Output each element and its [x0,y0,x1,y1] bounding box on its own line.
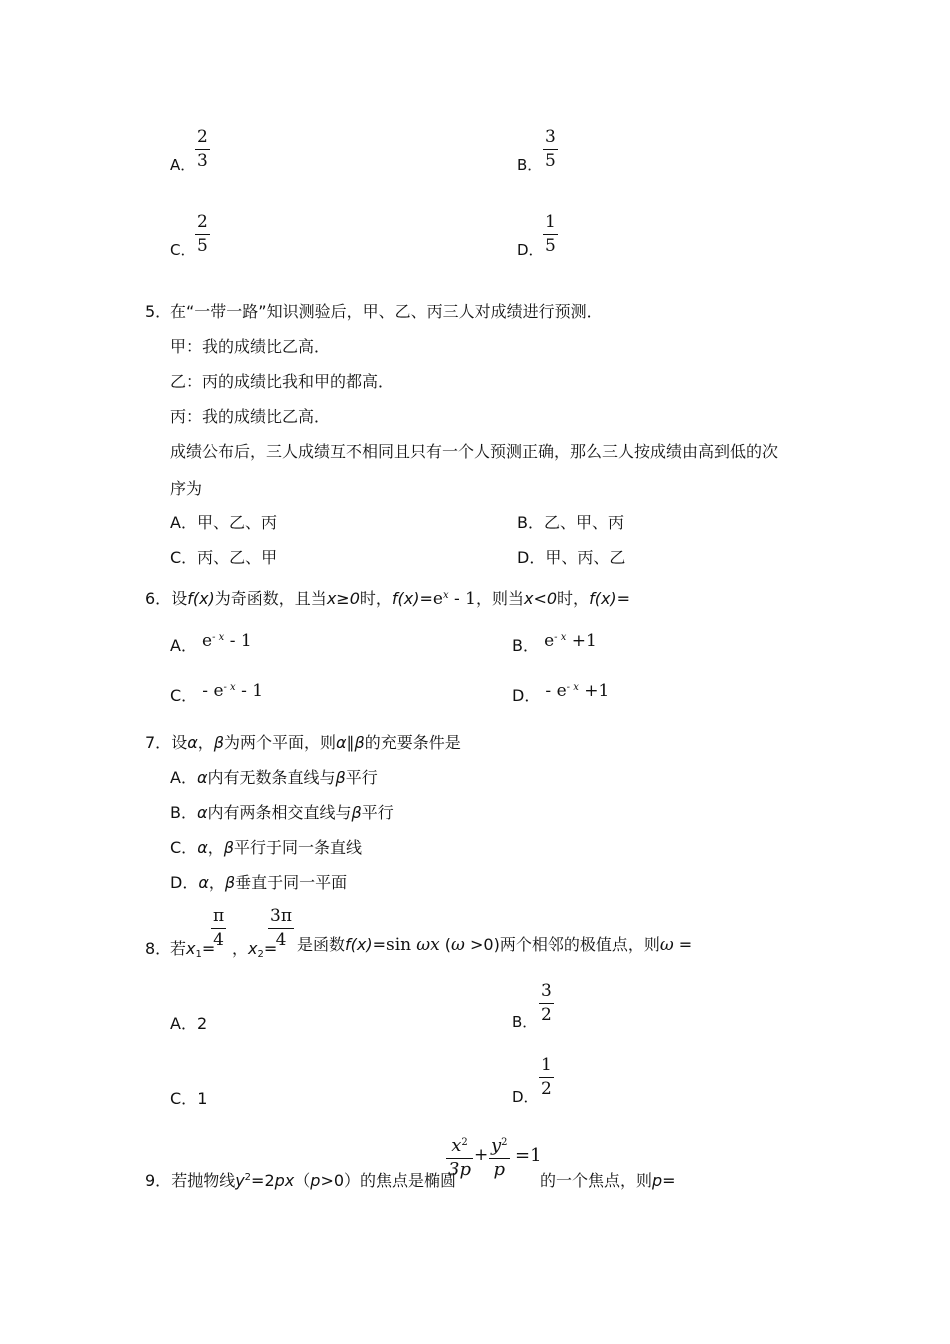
q6-stem: 6．设f(x)为奇函数，且当x≥0时，$f(x)=e^x - 1$，则当x<0时，f(x)= [145,589,631,609]
q8-number: 8． [145,939,172,958]
q6-option-a: A． $e^{- x} - 1$ [170,631,252,655]
q8-x2: ，$x_2=$ [232,939,278,960]
q9-number: 9． [145,1171,172,1190]
q6-given-expression: $e^x - 1$ [432,589,476,609]
q9-stem-end: 的一个焦点，则p= [540,1171,676,1190]
q6-number: 6． [145,589,172,608]
q7-stem: 7．设α，β为两个平面，则α∥β的充要条件是 [145,733,461,752]
q7-option-c: C．α，β平行于同一条直线 [170,838,362,857]
q7-number: 7． [145,733,172,752]
q8-option-a: A．2 [170,1014,208,1033]
q6-option-d: D． - $e^{- x} +1$ [512,681,610,705]
q5-statement-bing: 丙：我的成绩比乙高． [170,407,331,426]
q5-option-b: B．乙、甲、丙 [517,513,624,532]
q4-option-b-fraction: 3 5 [545,127,556,171]
q5-statement-yi: 乙：丙的成绩比我和甲的都高． [170,372,395,391]
q8-option-d-fraction: 1 2 [541,1055,552,1099]
q4-option-a-label: A． [170,156,196,174]
q5-option-a: A．甲、乙、丙 [170,513,277,532]
q5-number: 5． [145,302,172,321]
q9-fraction-x2-3p: $x^2$ 3p [448,1135,471,1180]
q8-fraction-pi-4: π 4 [213,906,225,950]
q7-option-a: A．α内有无数条直线与β平行 [170,768,378,787]
q8-stem-rest: 是函数f(x)=sin ωx (ω >0)两个相邻的极值点，则ω = [297,935,693,955]
q5-statement-jia: 甲：我的成绩比乙高． [170,337,331,356]
q8-option-b-fraction: 3 2 [541,981,552,1025]
q5-option-d: D．甲、丙、乙 [517,548,626,567]
q8-option-c: C．1 [170,1089,208,1108]
q7-option-d: D．α，β垂直于同一平面 [170,873,348,892]
q9-plus: + [474,1145,489,1165]
q4-option-c-label: C． [170,241,196,259]
q9-equals-one: =1 [515,1145,542,1166]
q4-option-d-fraction: 1 5 [545,212,556,256]
q4-option-c-fraction: 2 5 [197,212,208,256]
q4-option-a-fraction: 2 3 [197,127,208,171]
q5-option-c: C．丙、乙、甲 [170,548,278,567]
q4-option-b-label: B． [517,156,543,174]
q5-condition-cont: 序为 [170,479,203,498]
q9-fraction-y2-p: $y^2$ p [491,1135,508,1180]
q5-condition: 成绩公布后，三人成绩互不相同且只有一个人预测正确，那么三人按成绩由高到低的次 [170,442,779,461]
q9-stem: 9．若抛物线$y^2=2px(p>0)$的焦点是椭圆 [145,1171,457,1190]
q7-option-b: B．α内有两条相交直线与β平行 [170,803,394,822]
q8-x1: 若$x_1=$ [170,939,216,960]
q4-option-d-label: D． [517,241,544,259]
q5-stem: 在“一带一路”知识测验后，甲、乙、丙三人对成绩进行预测． [170,302,603,321]
q6-option-b: B． $e^{- x} +1$ [512,631,597,655]
q8-fraction-3pi-4: 3π 4 [270,906,292,950]
q6-option-c: C． - $e^{- x} - 1$ [170,681,264,705]
